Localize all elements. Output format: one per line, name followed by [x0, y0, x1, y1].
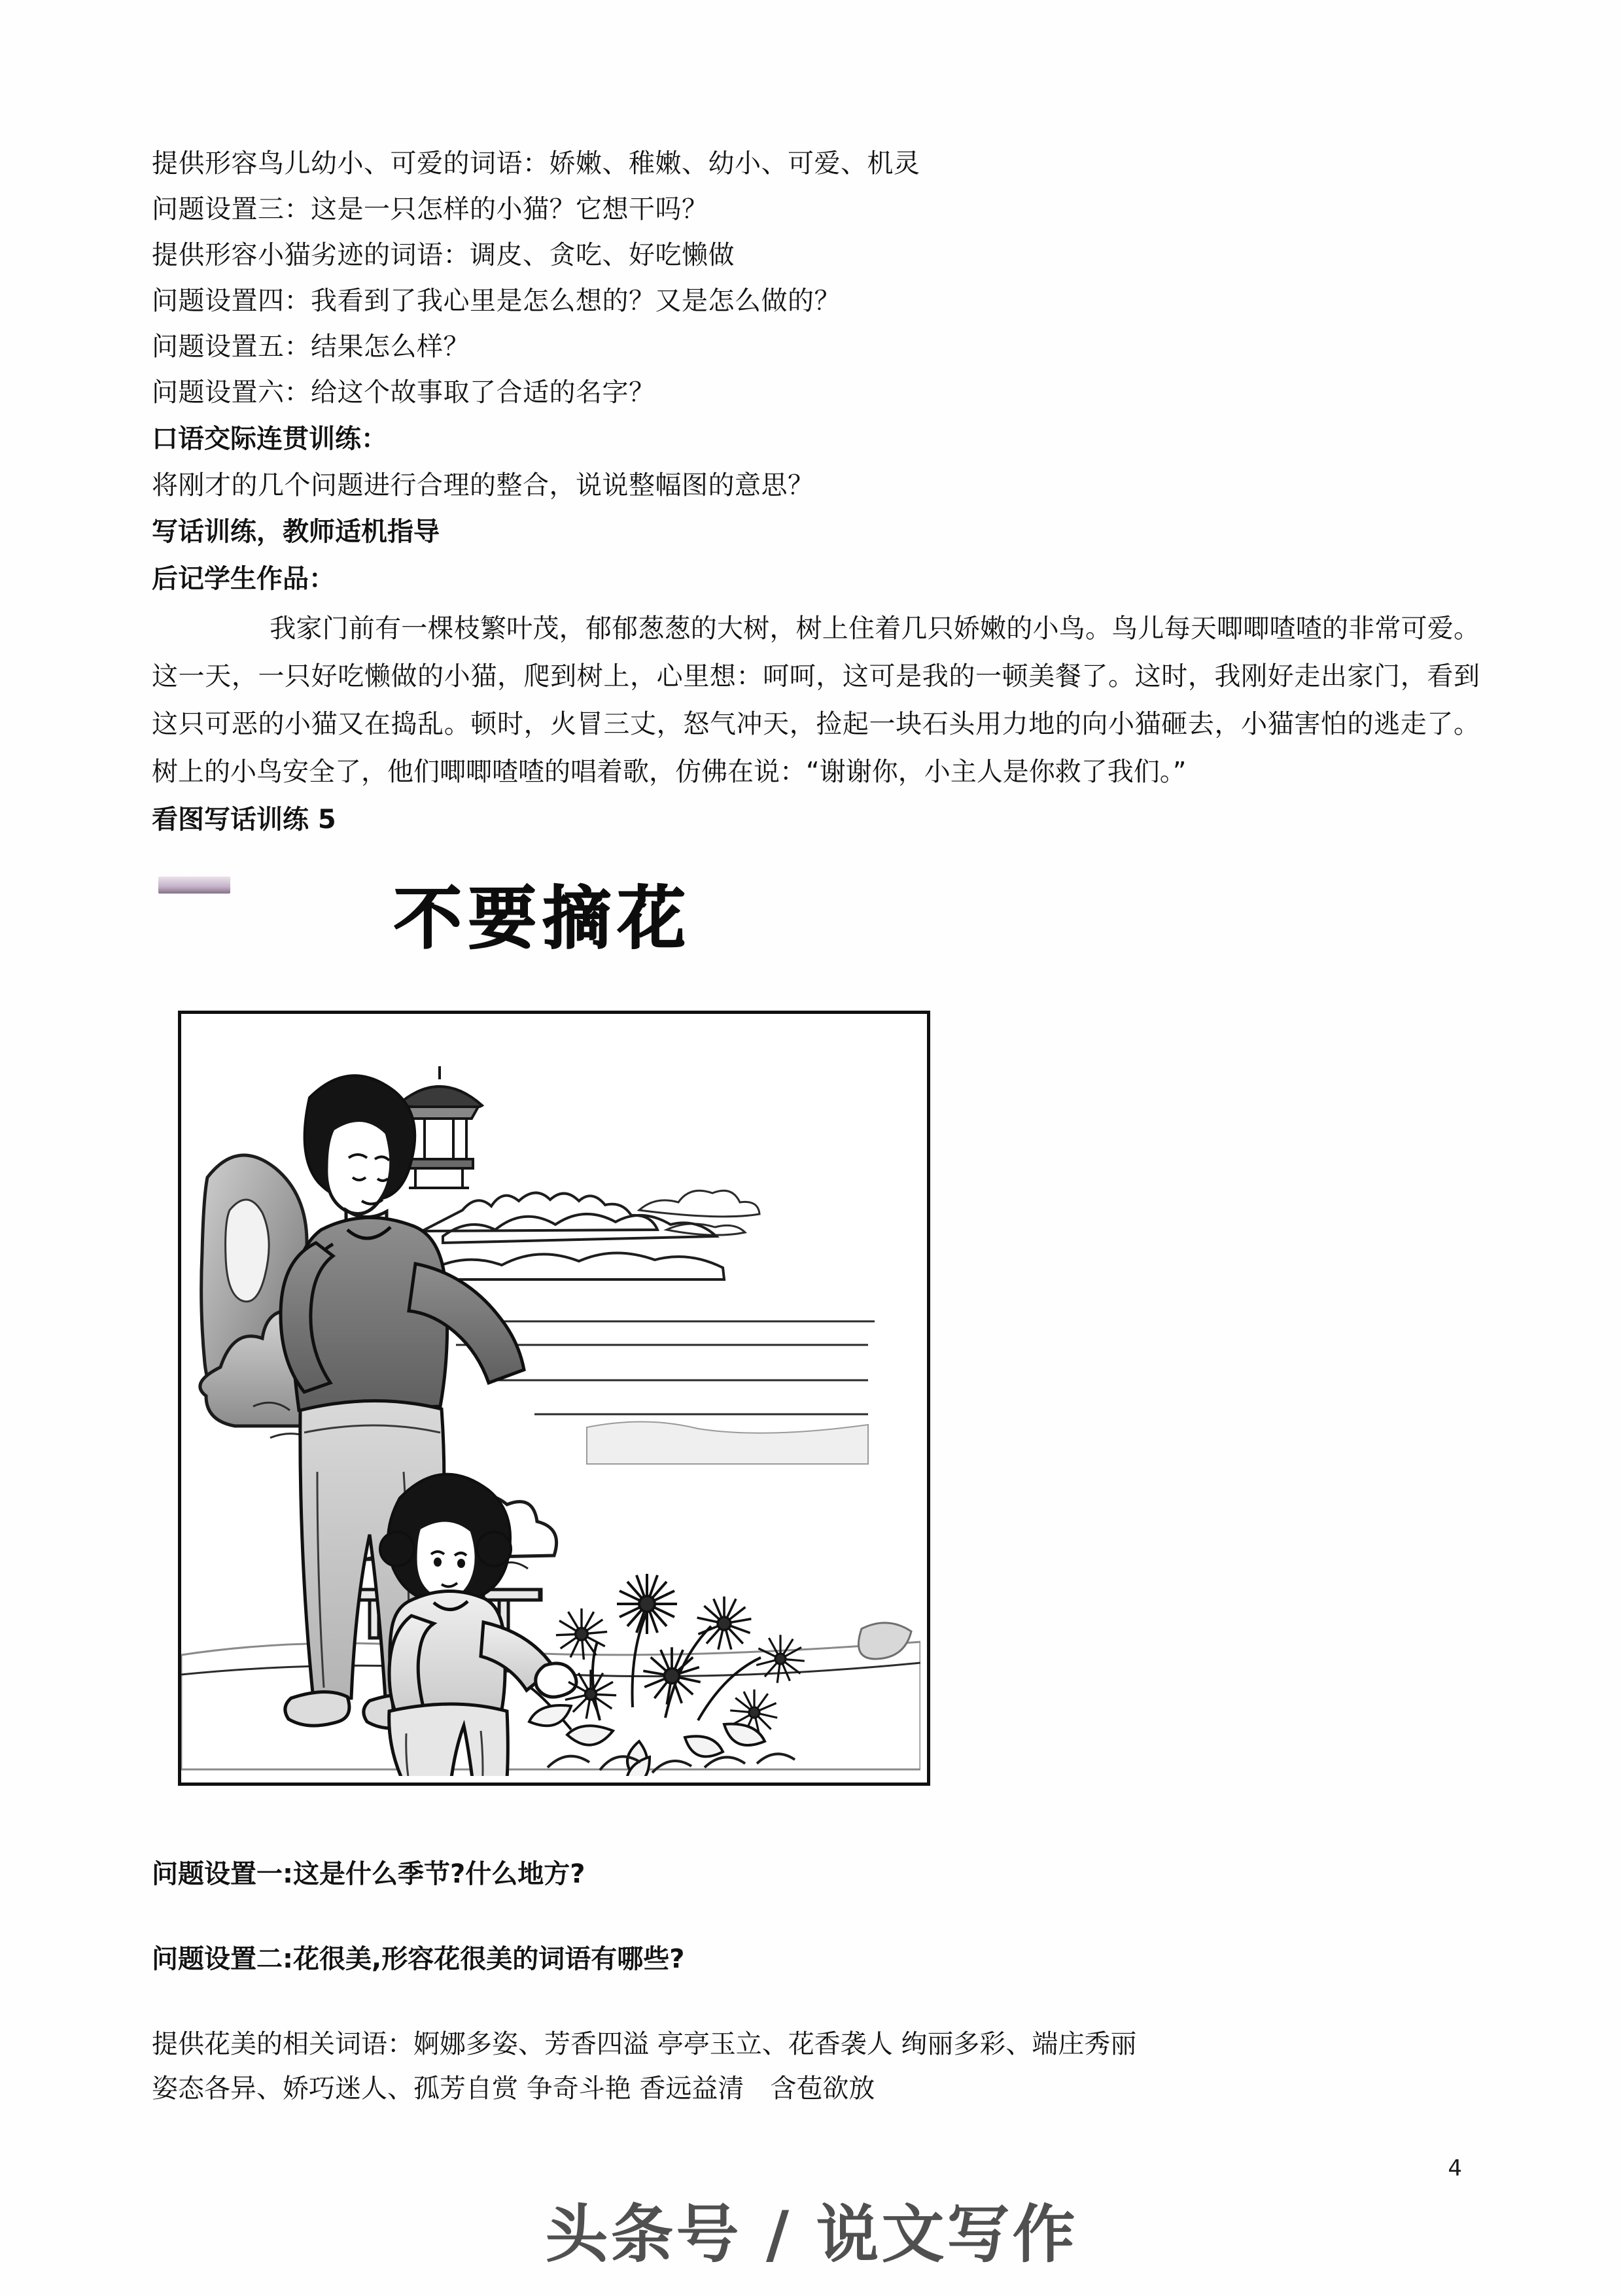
vocabulary-text-1: 提供花美的相关词语：婀娜多姿、芳香四溢 亭亭玉立、花香袭人 绚丽多彩、端庄秀丽	[152, 2029, 1137, 2059]
watermark: 头条号 / 说文写作	[545, 2197, 1078, 2271]
illustration-title: 不要摘花	[394, 878, 693, 958]
top-text-section	[152, 141, 1480, 843]
page-number: 4	[1448, 2155, 1462, 2182]
student-work-paragraph	[152, 605, 1480, 796]
park-scene-illustration	[178, 1011, 930, 1786]
heading-writing-training: 写话训练，教师适机指导	[152, 517, 440, 547]
text-line: 问题设置四：我看到了我心里是怎么想的？又是怎么做的？	[152, 286, 841, 316]
text-line: 提供形容小猫劣迹的词语：调皮、贪吃、好吃懒做	[152, 240, 735, 270]
text-line: 问题设置五：结果怎么样？	[152, 332, 470, 362]
question-one-text: 问题设置一:这是什么季节?什么地方?	[152, 1859, 585, 1889]
vocabulary-line-two	[152, 2066, 1526, 2112]
question-two-text: 问题设置二:花很美,形容花很美的词语有哪些?	[152, 1944, 685, 1974]
student-work-text: 我家门前有一棵枝繁叶茂，郁郁葱葱的大树，树上住着几只娇嫩的小鸟。鸟儿每天唧唧喳喳的非常可爱。这一天，一只好吃懒做的小猫，爬到树上，心里想：呵呵，这可是我的一顿美餐了。这时，我刚好走出家门，看到这只可恶的小猫又在捣乱。顿时，火冒三丈，怒气冲天，捡起一块石头用力地的向小猫砸去，小猫害怕的逃走了。树上的小鸟安全了，他们唧唧喳喳的唱着歌，仿佛在说：“谢谢你，小主人是你救了我们。”	[152, 614, 1480, 787]
text-line: 问题设置六：给这个故事取了合适的名字？	[152, 377, 655, 408]
text-line: 问题设置三：这是一只怎样的小猫？它想干吗？	[152, 194, 708, 224]
illustration-title-block	[152, 863, 1480, 968]
question-two	[152, 1936, 1526, 1982]
text-line: 提供形容鸟儿幼小、可爱的词语：娇嫩、稚嫩、幼小、可爱、机灵	[152, 148, 920, 179]
illustration-canvas	[181, 1014, 927, 1783]
next-exercise-title: 看图写话训练 5	[152, 805, 336, 835]
heading-student-work: 后记学生作品：	[152, 564, 335, 594]
vocabulary-text-2: 姿态各异、娇巧迷人、孤芳自赏 争奇斗艳 香远益清 含苞欲放	[152, 2074, 875, 2104]
scan-artifact-mark	[158, 877, 230, 894]
heading-oral-training: 口语交际连贯训练：	[152, 424, 387, 454]
question-one	[152, 1851, 1526, 1897]
oral-training-text: 将刚才的几个问题进行合理的整合，说说整幅图的意思？	[152, 470, 814, 500]
illustration-drawing	[181, 1014, 920, 1776]
vocabulary-line-one	[152, 2021, 1526, 2067]
